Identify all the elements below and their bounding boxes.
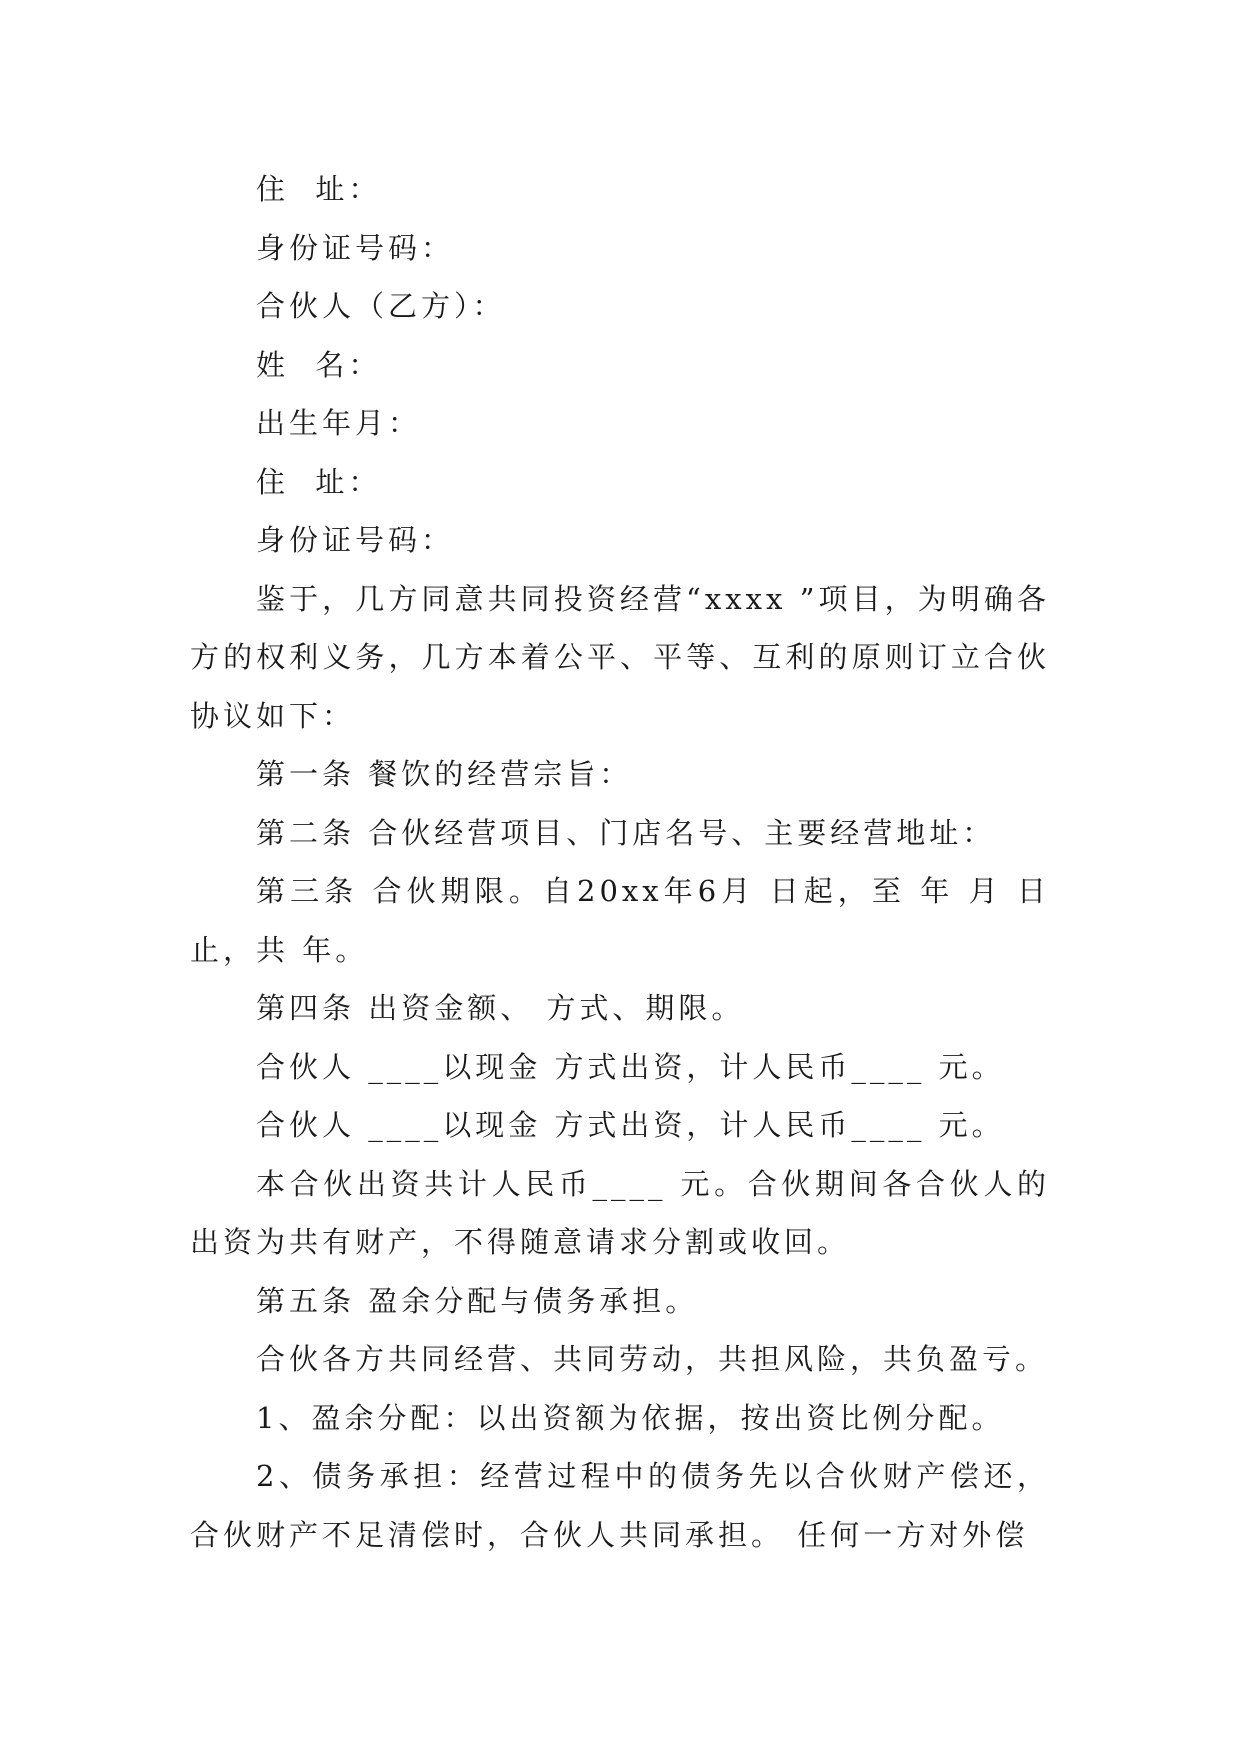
paragraph-address-1: 住 址： xyxy=(256,172,382,206)
paragraph-article-3: 第三条 合伙期限。自20xx年6月 日起，至 年 月 日止，共 年。 xyxy=(190,874,1050,967)
document-body xyxy=(190,160,1050,1564)
paragraph-partner-b: 合伙人（乙方）： xyxy=(256,289,506,323)
paragraph-total-contribution: 本合伙出资共计人民币____ 元。合伙期间各合伙人的出资为共有财产，不得随意请求分割或收回。 xyxy=(190,1166,1050,1259)
paragraph-preamble: 鉴于，几方同意共同投资经营“xxxx ”项目，为明确各方的权利义务，几方本着公平、平等、互利的原则订立合伙协议如下： xyxy=(190,581,1050,733)
paragraph-partner-contribution-1: 合伙人 ____以现金 方式出资，计人民币____ 元。 xyxy=(256,1049,1005,1084)
paragraph-joint-operation: 合伙各方共同经营、共同劳动，共担风险，共负盈亏。 xyxy=(256,1342,1049,1376)
paragraph-address-2: 住 址： xyxy=(256,464,382,499)
paragraph-id-number-1: 身份证号码： xyxy=(256,230,455,265)
paragraph-article-2: 第二条 合伙经营项目、门店名号、主要经营地址： xyxy=(256,815,996,850)
paragraph-article-5: 第五条 盈余分配与债务承担。 xyxy=(256,1283,699,1318)
paragraph-profit-distribution: 1、盈余分配：以出资额为依据，按出资比例分配。 xyxy=(256,1400,1005,1435)
paragraph-partner-contribution-2: 合伙人 ____以现金 方式出资，计人民币____ 元。 xyxy=(256,1108,1005,1142)
paragraph-id-number-2: 身份证号码： xyxy=(256,523,455,557)
paragraph-birth-date: 出生年月： xyxy=(256,406,422,440)
paragraph-debt-bearing: 2、债务承担：经营过程中的债务先以合伙财产偿还，合伙财产不足清偿时，合伙人共同承担。 任何一方对外偿 xyxy=(190,1459,1050,1552)
paragraph-name: 姓 名： xyxy=(256,347,382,382)
paragraph-article-4: 第四条 出资金额、 方式、期限。 xyxy=(256,991,745,1025)
paragraph-article-1: 第一条 餐饮的经营宗旨： xyxy=(256,757,633,791)
